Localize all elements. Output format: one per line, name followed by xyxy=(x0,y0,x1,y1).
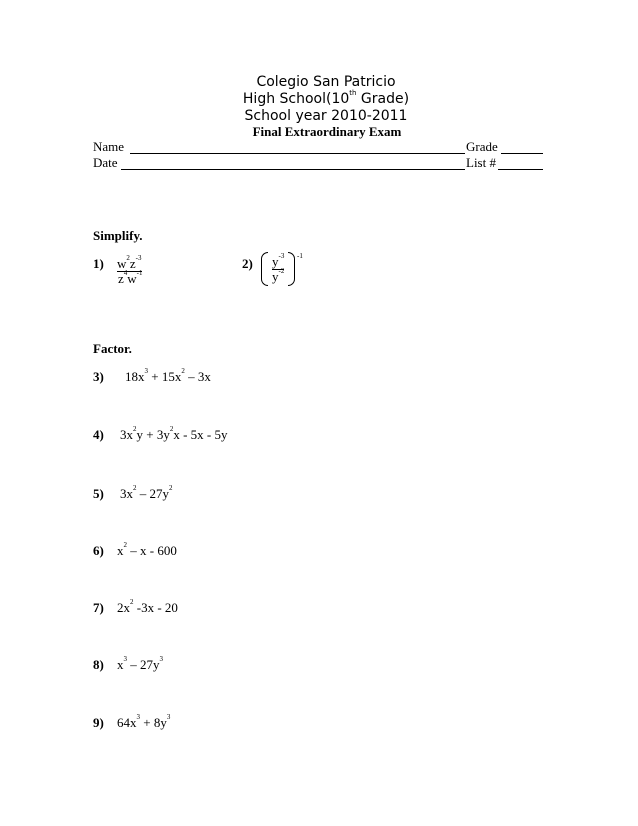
grade-field[interactable] xyxy=(501,153,543,154)
problem-8-number: 8) xyxy=(93,657,104,672)
grade-level-pre: High School(10 xyxy=(242,91,350,107)
problem-3-expression: $18x^3 + 15x^2 - 3x$ xyxy=(125,367,211,384)
problem-6-expression: $x^2$ – x - 600 xyxy=(117,541,177,558)
problem-4-number: 4) xyxy=(93,427,104,442)
left-paren xyxy=(261,252,268,286)
grade-level-sup: th xyxy=(349,89,357,97)
grade-label: Grade xyxy=(466,139,498,154)
list-label: List # xyxy=(466,155,496,170)
problem-5-number: 5) xyxy=(93,486,104,501)
grade-level-post: Grade) xyxy=(356,91,410,107)
problem-7-number: 7) xyxy=(93,600,104,615)
problem-5-expression: $3x^2 - 27y^2$ xyxy=(120,484,173,501)
school-year-text: School year 2010-2011 xyxy=(244,108,408,124)
name-label: Name xyxy=(93,139,125,154)
problem-1-numerator: $w^2z^{-3}$ xyxy=(117,254,142,271)
problem-1-denominator: $z^4w^{-1}$ xyxy=(118,269,143,286)
problem-2-denominator: $y^{-2}$ xyxy=(272,267,285,284)
date-label: Date xyxy=(93,155,118,170)
problem-4-expression: $3x^2y + 3y^2x - 5x - 5y$ xyxy=(120,425,228,442)
problem-2-outer-exponent: -1 xyxy=(297,252,303,260)
exam-title-text: Final Extraordinary Exam xyxy=(252,124,402,139)
name-field[interactable] xyxy=(130,153,465,154)
right-paren xyxy=(288,252,295,286)
grade-level xyxy=(0,91,638,107)
problem-7-expression: $2x^2$ -3x - 20 xyxy=(117,598,178,615)
exam-title xyxy=(0,124,638,140)
problem-9-expression: $64x^3 + 8y^3$ xyxy=(117,713,171,730)
section-factor: Factor. xyxy=(93,341,132,356)
problem-2-numerator: $y^{-3}$ xyxy=(272,252,285,269)
school-name-text: Colegio San Patricio xyxy=(256,74,396,90)
school-name xyxy=(0,74,638,90)
list-field[interactable] xyxy=(498,169,543,170)
problem-2-number: 2) xyxy=(242,256,253,271)
problem-9-number: 9) xyxy=(93,715,104,730)
school-year xyxy=(0,108,638,124)
problem-8-expression: $x^3 - 27y^3$ xyxy=(117,655,163,672)
problem-1-number: 1) xyxy=(93,256,104,271)
problem-6-number: 6) xyxy=(93,543,104,558)
problem-3-number: 3) xyxy=(93,369,104,384)
section-simplify: Simplify. xyxy=(93,228,143,243)
date-field[interactable] xyxy=(121,169,465,170)
